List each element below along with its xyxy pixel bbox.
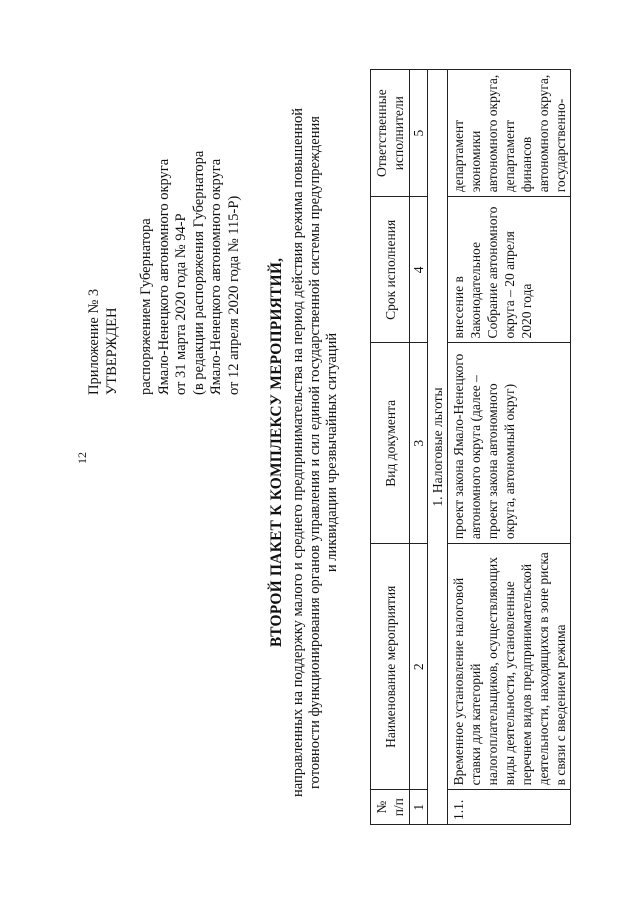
- approval-line: (в редакции распоряжения Губернатора: [190, 150, 207, 395]
- measures-table: [370, 69, 571, 825]
- document-title: [268, 0, 341, 905]
- approval-line: Ямало-Ненецкого автономного округа: [208, 158, 224, 395]
- title-line: направленных на поддержку малого и среднего предпринимательства на период действия режима повышенной: [290, 107, 306, 798]
- cell-text: внесение в Законодательное Собрание автономного округа – 20 апреля 2020 года: [451, 206, 534, 339]
- header-name: Наименование мероприятия: [371, 544, 410, 790]
- table-header-row: [371, 70, 410, 825]
- column-number: 2: [410, 544, 428, 790]
- title-heading: ВТОРОЙ ПАКЕТ К КОМПЛЕКСУ МЕРОПРИЯТИЙ,: [268, 257, 285, 648]
- header-doc: Вид документа: [371, 343, 410, 544]
- spacer: [121, 55, 138, 395]
- row-number: 1.1.: [448, 790, 571, 825]
- section-row: [428, 70, 448, 825]
- appendix-label: Приложение № 3: [86, 288, 102, 395]
- column-number-row: [410, 70, 428, 825]
- header-num: № п/п: [371, 790, 410, 825]
- title-line: и ликвидации чрезвычайных ситуаций: [324, 332, 340, 573]
- row-document-type: [448, 343, 571, 544]
- column-number: 1: [410, 790, 428, 825]
- row-measure-name: [448, 544, 571, 790]
- title-line: готовности функционирования органов управления и сил единой государственной системы предупреждения: [307, 116, 323, 789]
- header-responsible: Ответственные исполнители: [371, 70, 410, 197]
- row-responsible: [448, 70, 571, 197]
- section-title: 1. Налоговые льготы: [428, 70, 448, 825]
- header-deadline: Срок исполнения: [371, 197, 410, 343]
- column-number: 4: [410, 197, 428, 343]
- cell-text: проект закона Ямало-Ненецкого автономного округа (далее – проект закона автономного округа, автономный округ): [451, 353, 517, 540]
- table-row: [448, 70, 571, 825]
- row-deadline: [448, 197, 571, 343]
- approved-label: УТВЕРЖДЕН: [103, 307, 120, 395]
- cell-text: департамент экономики автономного округа, департамент финансов автономного округа, государственно-: [451, 74, 568, 193]
- approval-line: от 12 апреля 2020 года № 115-Р): [225, 195, 242, 395]
- column-number: 5: [410, 70, 428, 197]
- page-number: 12: [75, 452, 89, 464]
- approval-line: распоряжением Губернатора: [138, 218, 154, 395]
- approval-line: Ямало-Ненецкого автономного округа: [155, 158, 172, 395]
- column-number: 3: [410, 343, 428, 544]
- cell-text: Временное установление налоговой ставки для категорий налогоплательщиков, осуществляющих виды деятельности, установленные перечнем видов предпринимательской деятельности, находящихся в зоне риска в связи с введением режима: [451, 552, 568, 786]
- approval-line: от 31 марта 2020 года № 94-Р: [173, 213, 189, 395]
- approval-block: [86, 55, 243, 395]
